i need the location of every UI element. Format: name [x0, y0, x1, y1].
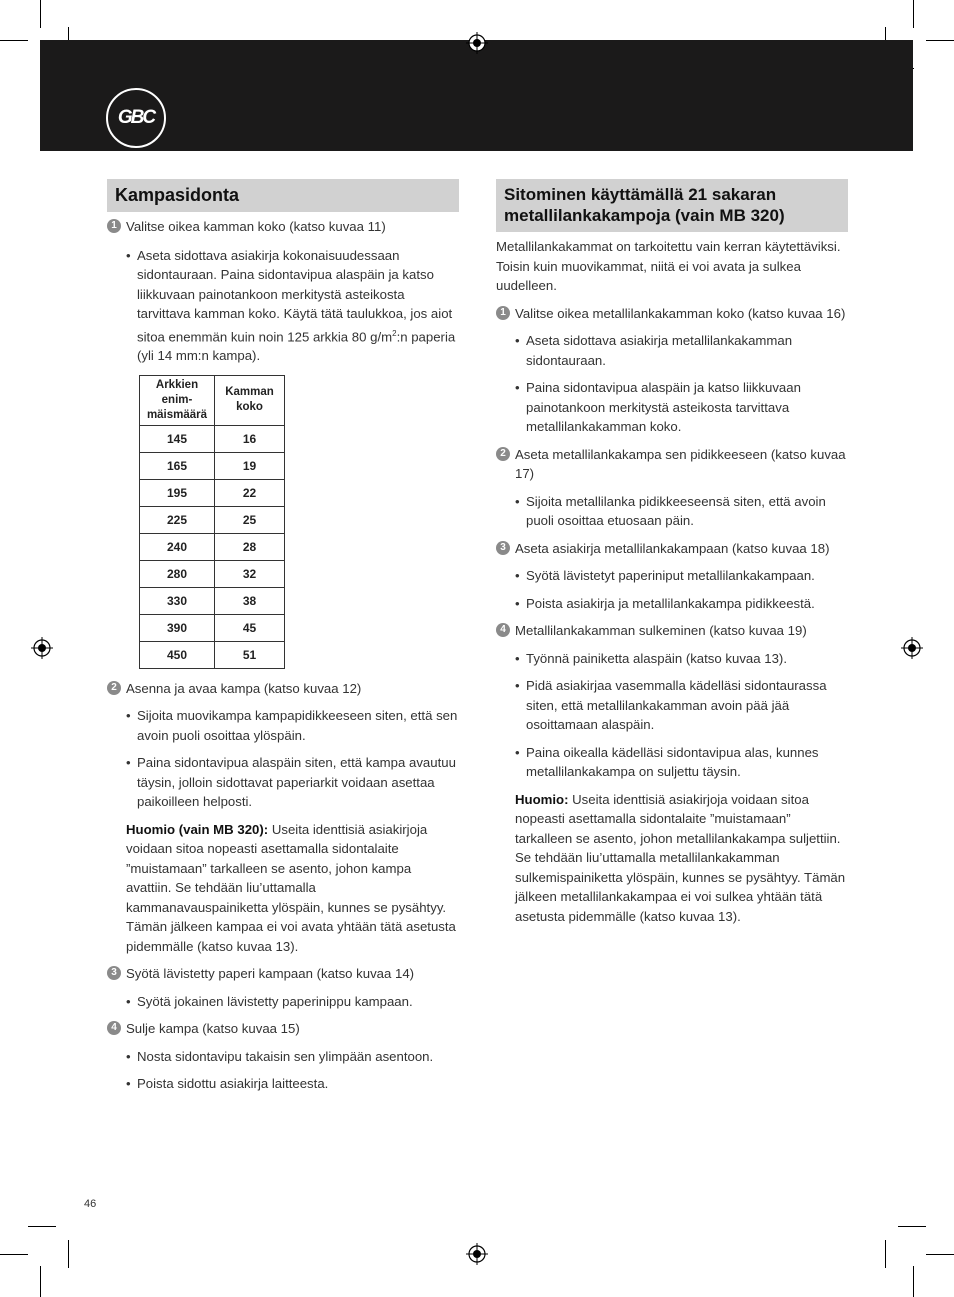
crop-mark	[40, 0, 41, 28]
bullet-item: • Poista asiakirja ja metallilankakampa pidikkeestä.	[496, 594, 848, 614]
table-row	[140, 614, 285, 641]
crop-mark	[40, 1266, 41, 1297]
page-number: 46	[84, 1198, 97, 1210]
step-2	[496, 445, 848, 484]
bullet-item: • Pidä asiakirjaa vasemmalla kädelläsi sidontaurassa siten, että metallilankakamman avoin pää jää osoittamaan alaspäin.	[496, 676, 848, 735]
crop-mark	[913, 0, 914, 28]
bullet-item: • Nosta sidontavipu takaisin sen ylimpään asentoon.	[107, 1047, 459, 1067]
step-text: Aseta asiakirja metallilankakampaan (katso kuvaa 18)	[515, 540, 830, 556]
header-text: Arkkien enim- mäismäärä	[146, 378, 208, 421]
table-row	[140, 641, 285, 668]
gbc-logo	[106, 88, 166, 148]
table-cell: 22	[215, 479, 285, 506]
table-cell: 165	[140, 452, 215, 479]
bullet-item: • Paina sidontavipua alaspäin siten, että kampa avautuu täysin, jolloin sidottavat paperiarkit voidaan asettaa paikoilleen helposti.	[107, 753, 459, 812]
superscript: 2	[392, 328, 397, 338]
registration-mark-icon	[466, 1243, 488, 1265]
crop-mark	[28, 1226, 56, 1227]
step-3	[496, 539, 848, 559]
table-cell: 19	[215, 452, 285, 479]
step-text: Valitse oikea metallilankakamman koko (katso kuvaa 16)	[515, 305, 846, 321]
bullet-text-end: :n paperia (yli 14 mm:n kampa).	[137, 328, 456, 364]
section-heading-comb-binding: Kampasidonta	[107, 179, 459, 212]
left-column	[107, 179, 459, 1094]
column-header-comb-size	[215, 375, 285, 425]
registration-mark-icon	[901, 637, 923, 659]
table-row	[140, 425, 285, 452]
step-text: Asenna ja avaa kampa (katso kuvaa 12)	[126, 680, 362, 696]
note-text: Useita identtisiä asiakirjoja voidaan sitoa nopeasti asettamalla sidontalaite ”muistamaan” tarkalleen se asento, johon metallilankakampa suljettiin. Se tehdään liu’uttamalla metallilankakamman sulkemispainiketta ylöspäin, kunnes se pysähtyy. Tämän jälkeen metallilankakampaa ei voi sulkea yhtään tätä asetusta pidemmälle (katso kuvaa 13).	[515, 791, 846, 924]
comb-size-table	[139, 375, 285, 669]
table-cell: 45	[215, 614, 285, 641]
bullet-item: • Sijoita metallilanka pidikkeeseensä siten, että avoin puoli osoittaa etuosaan päin.	[496, 492, 848, 531]
bullet-item	[107, 246, 459, 366]
bullet-item: • Syötä lävistetyt paperiniput metallilankakampaan.	[496, 566, 848, 586]
crop-mark	[926, 1254, 954, 1255]
step-number-badge: 4	[107, 1021, 121, 1035]
note-text: Useita identtisiä asiakirjoja voidaan sitoa nopeasti asettamalla sidontalaite ”muistamaan” tarkalleen se asento, johon kampa avattiin. Se tehdään liu’uttamalla kammanavauspainiketta ylöspäin, kunnes se pysähtyy. Tämän jälkeen kampaa ei voi avata yhtään tätä asetusta pidemmälle (katso kuvaa 13).	[126, 821, 456, 954]
step-text: Valitse oikea kamman koko (katso kuvaa 11)	[126, 219, 386, 234]
bullet-item: • Poista sidottu asiakirja laitteesta.	[107, 1074, 459, 1094]
bullet-item: • Paina oikealla kädelläsi sidontavipua alas, kunnes metallilankakampa on suljettu täysin.	[496, 743, 848, 782]
section-heading-wire-binding: Sitominen käyttämällä 21 sakaran metallilankakampoja (vain MB 320)	[496, 179, 848, 232]
note-paragraph	[107, 820, 459, 957]
logo-text: GBC	[117, 107, 155, 128]
bullet-text: Aseta sidottava asiakirja kokonaisuudessaan sidontauraan. Paina sidontavipua alaspäin ja katso liikkuvaan painotankoon merkitystä asteikosta tarvittava kamman koko. Käytä tätä taulukkoa, jos aiot sitoa enemmän kuin noin 125 arkkia 80 g/m	[137, 247, 453, 344]
column-header-sheets	[140, 375, 215, 425]
crop-mark	[885, 1240, 886, 1268]
crop-mark	[913, 1266, 914, 1297]
step-1	[496, 304, 848, 324]
crop-mark	[926, 40, 954, 41]
step-1	[107, 217, 459, 237]
table-cell: 25	[215, 506, 285, 533]
step-number-badge: 3	[496, 541, 510, 555]
table-cell: 51	[215, 641, 285, 668]
right-column	[496, 179, 848, 926]
step-number-badge: 2	[496, 447, 510, 461]
bullet-item: • Syötä jokainen lävistetty paperinippu kampaan.	[107, 992, 459, 1012]
table-cell: 280	[140, 560, 215, 587]
crop-mark	[0, 1254, 28, 1255]
table-cell: 16	[215, 425, 285, 452]
step-4	[496, 621, 848, 641]
bullet-item: • Paina sidontavipua alaspäin ja katso liikkuvaan painotankoon merkitystä asteikosta tarvittava metallilankakamman koko.	[496, 378, 848, 437]
table-cell: 225	[140, 506, 215, 533]
header-band	[40, 40, 913, 151]
registration-mark-icon	[466, 32, 488, 54]
step-3	[107, 964, 459, 984]
bullet-item: • Aseta sidottava asiakirja metallilankakamman sidontauraan.	[496, 331, 848, 370]
step-number-badge: 4	[496, 623, 510, 637]
step-number-badge: 1	[107, 219, 121, 233]
bullet-item: • Työnnä painiketta alaspäin (katso kuvaa 13).	[496, 649, 848, 669]
step-number-badge: 1	[496, 306, 510, 320]
note-label: Huomio:	[515, 791, 569, 807]
step-text: Sulje kampa (katso kuvaa 15)	[126, 1021, 300, 1037]
table-row	[140, 452, 285, 479]
table-header-row	[140, 375, 285, 425]
bullet-item: • Sijoita muovikampa kampapidikkeeseen siten, että sen avoin puoli osoittaa ylöspäin.	[107, 706, 459, 745]
table-row	[140, 533, 285, 560]
step-number-badge: 3	[107, 966, 121, 980]
table-row	[140, 587, 285, 614]
step-text: Metallilankakamman sulkeminen (katso kuvaa 19)	[515, 623, 807, 638]
table-cell: 32	[215, 560, 285, 587]
intro-paragraph: Metallilankakammat on tarkoitettu vain kerran käytettäviksi. Toisin kuin muovikammat, niitä ei voi avata ja sulkea uudelleen.	[496, 239, 841, 293]
step-2	[107, 679, 459, 699]
step-4	[107, 1019, 459, 1039]
step-text: Aseta metallilankakampa sen pidikkeeseen (katso kuvaa 17)	[515, 446, 846, 481]
table-cell: 195	[140, 479, 215, 506]
note-label: Huomio (vain MB 320):	[126, 821, 269, 837]
crop-mark	[898, 1226, 926, 1227]
table-cell: 28	[215, 533, 285, 560]
table-row	[140, 506, 285, 533]
table-cell: 240	[140, 533, 215, 560]
registration-mark-icon	[31, 637, 53, 659]
step-number-badge: 2	[107, 681, 121, 695]
table-cell: 145	[140, 425, 215, 452]
header-text: Kamman koko	[225, 386, 274, 414]
step-text: Syötä lävistetty paperi kampaan (katso kuvaa 14)	[126, 966, 415, 982]
table-cell: 38	[215, 587, 285, 614]
table-cell: 330	[140, 587, 215, 614]
table-cell: 390	[140, 614, 215, 641]
crop-mark	[68, 1240, 69, 1268]
table-row	[140, 479, 285, 506]
table-row	[140, 560, 285, 587]
crop-mark	[0, 40, 28, 41]
note-paragraph	[496, 790, 848, 927]
table-cell: 450	[140, 641, 215, 668]
